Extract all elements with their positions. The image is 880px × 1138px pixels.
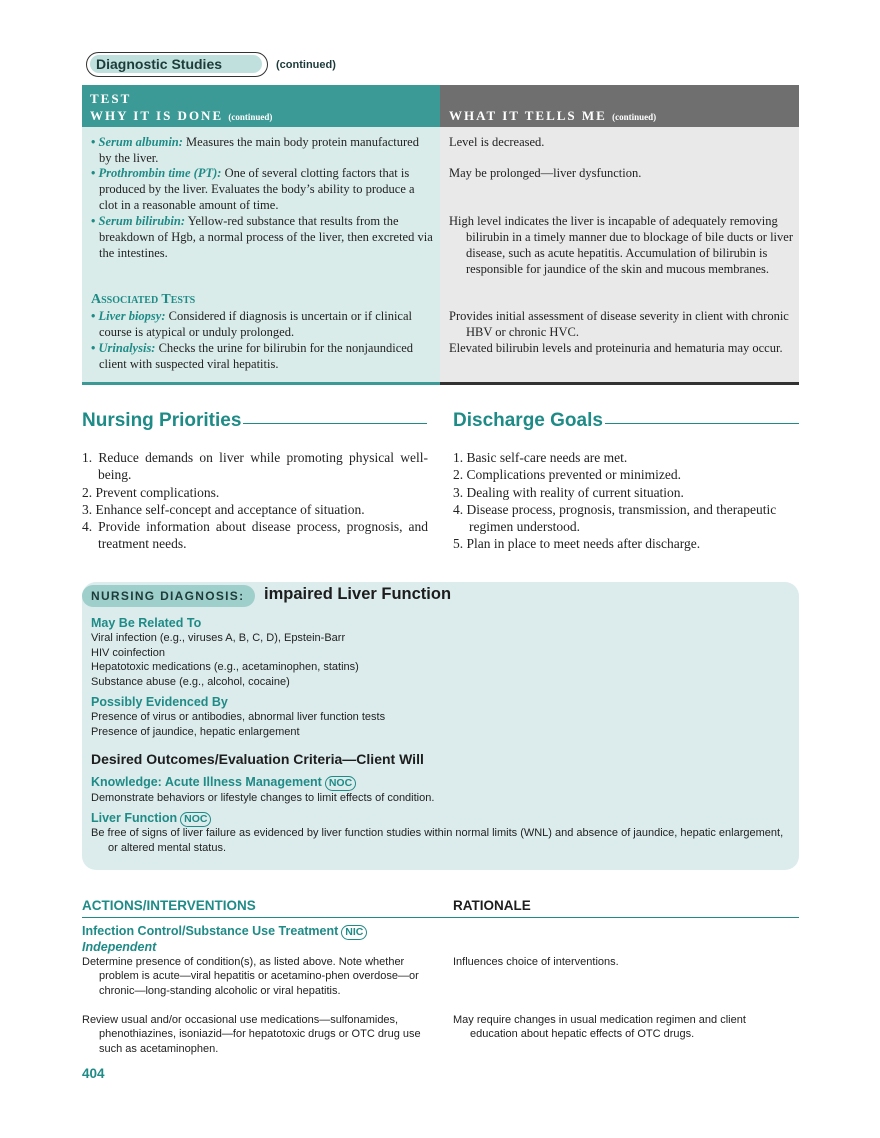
list-item: Presence of jaundice, hepatic enlargement [91, 725, 300, 738]
list-item: HIV coinfection [91, 646, 165, 659]
action-item: Determine presence of condition(s), as listed above. Note whether problem is acute—viral hepatitis or acetamino-phen overdose—or chronic—long-standing alcoholic or viral hepatitis. [82, 956, 419, 997]
list-item: 2. Prevent complications. [82, 484, 220, 500]
list-item: Viral infection (e.g., viruses A, B, C, D), Epstein-Barr [91, 632, 346, 644]
section-pill [86, 52, 268, 77]
table-result: May be prolonged—liver dysfunction. [449, 166, 642, 180]
diagnostic-table [82, 85, 799, 385]
outcomes-heading: Desired Outcomes/Evaluation Criteria—Client Will [91, 751, 424, 767]
associated-tests-heading: Associated Tests [91, 292, 196, 307]
table-header-right: WHAT IT TELLS ME (continued) [440, 85, 799, 127]
list-item: 2. Complications prevented or minimized. [453, 467, 681, 483]
discharge-list [453, 449, 801, 553]
rationale-heading: RATIONALE [453, 898, 531, 913]
table-header-left [82, 85, 440, 127]
independent-label: Independent [82, 940, 157, 954]
table-row: • Serum bilirubin: Yellow-red substance that results from the breakdown of Hgb, a normal process of the liver, then excreted via the intestines. [91, 214, 433, 260]
related-list [91, 631, 359, 689]
outcome2-heading: Liver Function NOC [91, 811, 211, 827]
discharge-title: Discharge Goals [453, 410, 603, 431]
list-item: Substance abuse (e.g., alcohol, cocaine) [91, 675, 290, 688]
list-item: 4. Disease process, prognosis, transmission, and therapeutic regimen understood. [453, 501, 777, 535]
table-result: Level is decreased. [449, 135, 545, 149]
actions-subheading: Infection Control/Substance Use Treatment NIC [82, 924, 367, 940]
evidenced-list [91, 710, 385, 739]
table-row: • Urinalysis: Checks the urine for bilirubin for the nonjaundiced client with suspected viral hepatitis. [91, 341, 414, 371]
nursing-diagnosis-title: impaired Liver Function [264, 585, 452, 603]
list-item: 1. Reduce demands on liver while promoting physical well-being. [82, 450, 428, 483]
table-result: Provides initial assessment of disease severity in client with chronic HBV or chronic HVC. [449, 309, 789, 339]
priorities-list [82, 449, 428, 553]
table-border-right [440, 382, 799, 385]
evidenced-heading: Possibly Evidenced By [91, 695, 228, 709]
table-row: • Serum albumin: Measures the main body protein manufactured by the liver. [91, 135, 419, 165]
table-row: • Liver biopsy: Considered if diagnosis is uncertain or if clinical course is atypical or unduly prolonged. [91, 309, 412, 339]
nic-badge: NIC [341, 925, 367, 940]
table-border-left [82, 382, 440, 385]
related-heading: May Be Related To [91, 616, 202, 630]
actions-rule [82, 917, 799, 918]
noc-badge: NOC [325, 776, 356, 791]
outcome1-text: Demonstrate behaviors or lifestyle changes to limit effects of condition. [91, 792, 435, 804]
list-item: 4. Provide information about disease process, prognosis, and treatment needs. [82, 519, 428, 552]
section-continued: (continued) [276, 59, 336, 71]
list-item: 1. Basic self-care needs are met. [453, 450, 628, 465]
actions-heading: ACTIONS/INTERVENTIONS [82, 898, 256, 913]
header-why: WHY IT IS DONE (continued) [90, 108, 273, 123]
list-item: 3. Dealing with reality of current situation. [453, 484, 684, 500]
header-test: TEST [90, 91, 132, 106]
nursing-diagnosis-pill: NURSING DIAGNOSIS: [82, 585, 255, 607]
table-result: Elevated bilirubin levels and proteinuria and hematuria may occur. [449, 341, 783, 355]
list-item: Hepatotoxic medications (e.g., acetaminophen, statins) [91, 661, 359, 673]
rationale-item: Influences choice of interventions. [453, 956, 619, 968]
page-number: 404 [82, 1066, 105, 1081]
priorities-title: Nursing Priorities [82, 410, 242, 431]
list-item: 5. Plan in place to meet needs after discharge. [453, 536, 701, 552]
outcome1-heading: Knowledge: Acute Illness Management NOC [91, 775, 356, 791]
table-row: • Prothrombin time (PT): One of several clotting factors that is produced by the liver. Evaluates the body’s ability to produce a clot in a reasonable amount of time. [91, 166, 415, 212]
action-item: Review usual and/or occasional use medications—sulfonamides, phenothiazines, isoniazid—for hepatotoxic drugs or OTC drug use such as acetaminophen. [82, 1014, 421, 1055]
outcome2-text: Be free of signs of liver failure as evidenced by liver function studies within normal limits (WNL) and absence of jaundice, hepatic enlargement, or altered mental status. [91, 827, 784, 854]
noc-badge: NOC [180, 812, 211, 827]
table-result: High level indicates the liver is incapable of adequately removing bilirubin in a timely manner due to blockage of bile ducts or liver disease, such as acute hepatitis. Accumulation of bilirubin is responsible for jaundice of the skin and mucous membranes. [449, 214, 793, 276]
list-item: Presence of virus or antibodies, abnormal liver function tests [91, 711, 386, 723]
rationale-item: May require changes in usual medication regimen and client education about hepatic effects of OTC drugs. [453, 1014, 746, 1041]
section-pill-label: Diagnostic Studies [90, 55, 262, 73]
list-item: 3. Enhance self-concept and acceptance of situation. [82, 501, 365, 517]
